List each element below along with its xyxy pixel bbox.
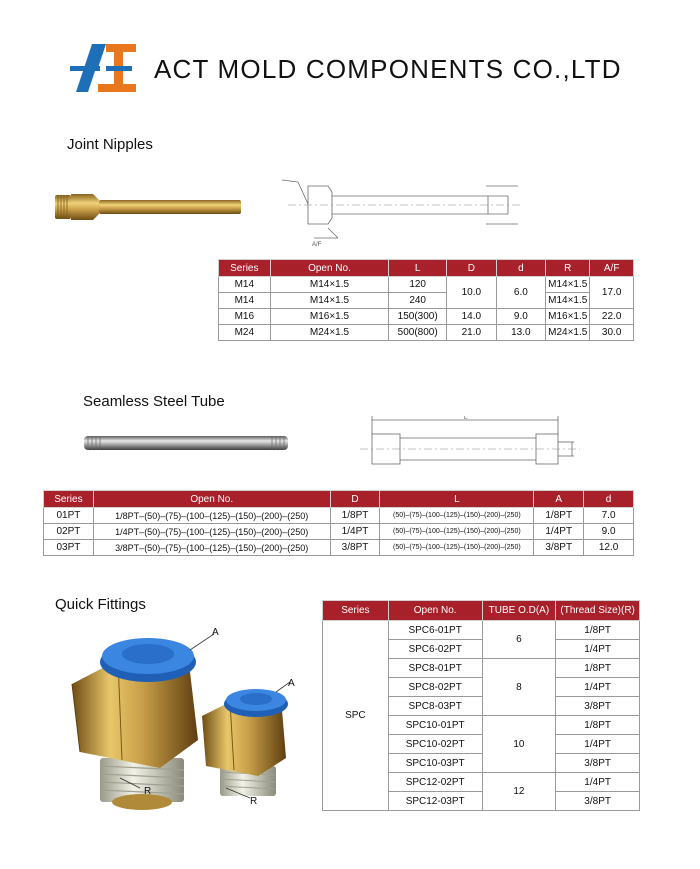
- cell-open-no: SPC12-02PT: [388, 773, 482, 792]
- cell-af: 22.0: [590, 309, 634, 325]
- seamless-tube-table: [43, 490, 634, 556]
- steel-tube-photo: [84, 432, 290, 454]
- cell-a: 1/4PT: [534, 524, 584, 540]
- col-open-no: Open No.: [388, 601, 482, 621]
- table-row: [219, 325, 634, 341]
- cell-open-no: M14×1.5: [270, 293, 389, 309]
- col-d-small: d: [584, 491, 634, 508]
- cell-thread: 1/8PT: [556, 659, 640, 678]
- cell-d-big: 3/8PT: [330, 540, 380, 556]
- table-header-row: [44, 491, 634, 508]
- cell-d-big: 10.0: [447, 277, 497, 309]
- company-logo-icon: [70, 40, 140, 96]
- quick-fittings-table: [322, 600, 640, 811]
- cell-r: M14×1.5: [546, 293, 590, 309]
- cell-open-no: SPC8-01PT: [388, 659, 482, 678]
- cell-open-no: SPC12-03PT: [388, 792, 482, 811]
- cell-d-small: 9.0: [496, 309, 546, 325]
- cell-d-small: 7.0: [584, 508, 634, 524]
- cell-d-small: 12.0: [584, 540, 634, 556]
- cell-r: M24×1.5: [546, 325, 590, 341]
- cell-d-small: 6.0: [496, 277, 546, 309]
- col-series: Series: [219, 260, 271, 277]
- col-open-no: Open No.: [270, 260, 389, 277]
- joint-nipples-title: Joint Nipples: [67, 136, 153, 153]
- cell-series: M24: [219, 325, 271, 341]
- seamless-tube-title: Seamless Steel Tube: [83, 393, 225, 410]
- cell-series: M16: [219, 309, 271, 325]
- cell-r: M14×1.5: [546, 277, 590, 293]
- table-row: [44, 540, 634, 556]
- cell-a: 1/8PT: [534, 508, 584, 524]
- cell-d-big: 21.0: [447, 325, 497, 341]
- label-a-small: A: [288, 678, 295, 689]
- table-header-row: [219, 260, 634, 277]
- cell-open-no: M14×1.5: [270, 277, 389, 293]
- cell-d-small: 13.0: [496, 325, 546, 341]
- cell-series: SPC: [323, 621, 389, 811]
- cell-tube-od: 12: [482, 773, 556, 811]
- cell-open-no: SPC8-03PT: [388, 697, 482, 716]
- cell-series: 02PT: [44, 524, 94, 540]
- table-row: [323, 621, 640, 640]
- steel-tube-drawing: [352, 416, 584, 472]
- quick-fittings-photo: [50, 620, 320, 820]
- cell-af: 17.0: [590, 277, 634, 309]
- col-open-no: Open No.: [93, 491, 330, 508]
- col-series: Series: [323, 601, 389, 621]
- col-thread-size: (Thread Size)(R): [556, 601, 640, 621]
- joint-nipple-photo: [55, 190, 245, 224]
- cell-tube-od: 8: [482, 659, 556, 716]
- cell-thread: 1/4PT: [556, 640, 640, 659]
- col-d-big: D: [330, 491, 380, 508]
- cell-thread: 1/4PT: [556, 773, 640, 792]
- label-r-large: R: [144, 786, 152, 797]
- cell-open-no: SPC10-03PT: [388, 754, 482, 773]
- cell-l: (50)–(75)–(100–(125)–(150)–(200)–(250): [380, 508, 534, 524]
- col-l: L: [380, 491, 534, 508]
- cell-open-no: SPC10-01PT: [388, 716, 482, 735]
- cell-open-no: SPC10-02PT: [388, 735, 482, 754]
- cell-thread: 1/4PT: [556, 678, 640, 697]
- table-row: [44, 524, 634, 540]
- table-header-row: [323, 601, 640, 621]
- cell-series: 03PT: [44, 540, 94, 556]
- cell-l: 240: [389, 293, 447, 309]
- cell-d-small: 9.0: [584, 524, 634, 540]
- col-d-big: D: [447, 260, 497, 277]
- cell-l: (50)–(75)–(100–(125)–(150)–(200)–(250): [380, 540, 534, 556]
- table-row: [219, 293, 634, 309]
- col-d-small: d: [496, 260, 546, 277]
- label-a-large: A: [212, 627, 219, 638]
- col-l: L: [389, 260, 447, 277]
- cell-thread: 1/8PT: [556, 716, 640, 735]
- cell-thread: 3/8PT: [556, 754, 640, 773]
- table-row: [219, 277, 634, 293]
- cell-a: 3/8PT: [534, 540, 584, 556]
- cell-d-big: 1/8PT: [330, 508, 380, 524]
- company-name: ACT MOLD COMPONENTS CO.,LTD: [154, 54, 622, 84]
- cell-open-no: M24×1.5: [270, 325, 389, 341]
- cell-r: M16×1.5: [546, 309, 590, 325]
- cell-l: (50)–(75)–(100–(125)–(150)–(200)–(250): [380, 524, 534, 540]
- joint-nipple-drawing: [268, 172, 530, 250]
- table-row: [44, 508, 634, 524]
- cell-tube-od: 10: [482, 716, 556, 773]
- cell-series: 01PT: [44, 508, 94, 524]
- cell-thread: 1/4PT: [556, 735, 640, 754]
- cell-l: 150(300): [389, 309, 447, 325]
- cell-open-no: SPC6-02PT: [388, 640, 482, 659]
- cell-tube-od: 6: [482, 621, 556, 659]
- cell-thread: 3/8PT: [556, 697, 640, 716]
- l-dimension-label: L: [464, 416, 468, 421]
- page-header: [70, 40, 650, 98]
- cell-l: 120: [389, 277, 447, 293]
- cell-thread: 3/8PT: [556, 792, 640, 811]
- cell-af: 30.0: [590, 325, 634, 341]
- col-af: A/F: [590, 260, 634, 277]
- cell-open-no: 3/8PT–(50)–(75)–(100–(125)–(150)–(200)–(250): [93, 540, 330, 556]
- table-row: [219, 309, 634, 325]
- cell-open-no: SPC6-01PT: [388, 621, 482, 640]
- cell-l: 500(800): [389, 325, 447, 341]
- joint-nipples-table: [218, 259, 634, 341]
- col-r: R: [546, 260, 590, 277]
- col-a: A: [534, 491, 584, 508]
- af-label: A/F: [312, 242, 322, 248]
- cell-open-no: 1/4PT–(50)–(75)–(100–(125)–(150)–(200)–(250): [93, 524, 330, 540]
- cell-open-no: M16×1.5: [270, 309, 389, 325]
- quick-fittings-title: Quick Fittings: [55, 596, 146, 613]
- cell-open-no: SPC8-02PT: [388, 678, 482, 697]
- col-series: Series: [44, 491, 94, 508]
- cell-series: M14: [219, 293, 271, 309]
- cell-thread: 1/8PT: [556, 621, 640, 640]
- cell-d-big: 1/4PT: [330, 524, 380, 540]
- cell-open-no: 1/8PT–(50)–(75)–(100–(125)–(150)–(200)–(250): [93, 508, 330, 524]
- label-r-small: R: [250, 796, 258, 807]
- cell-d-big: 14.0: [447, 309, 497, 325]
- col-tube-od: TUBE O.D(A): [482, 601, 556, 621]
- cell-series: M14: [219, 277, 271, 293]
